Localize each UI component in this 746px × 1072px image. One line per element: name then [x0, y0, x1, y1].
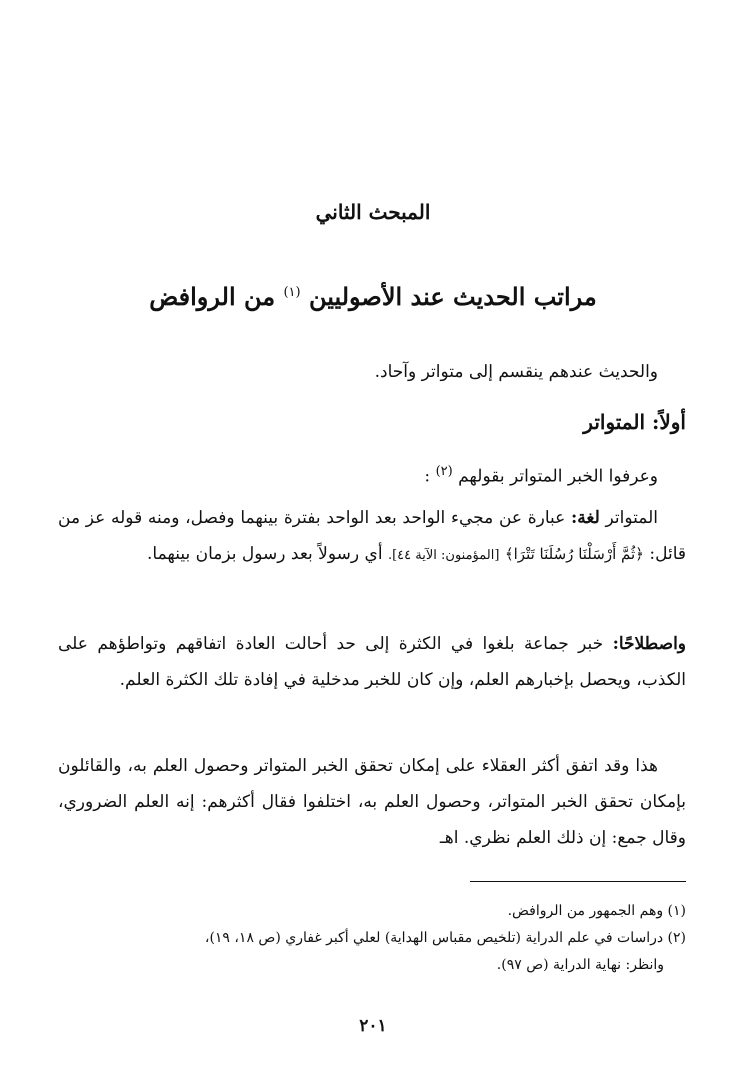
agreement-text: هذا وقد اتفق أكثر العقلاء على إمكان تحقق الخبر المتواتر وحصول العلم به، والقائلون بإمكان تحقق الخبر المتواتر، وحصول العلم به، اختلفوا فقال أكثرهم: إنه العلم الضروري، وقال جمع: إن ذلك العلم نظري. اهـ — [58, 756, 686, 848]
page-number: ٢٠١ — [359, 1016, 387, 1036]
intro-text: والحديث عندهم ينقسم إلى متواتر وآحاد. — [374, 362, 658, 382]
quran-verse: ﴿ثُمَّ أَرْسَلْنَا رُسُلَنَا تَتْرَا﴾ — [504, 545, 644, 563]
main-title — [0, 282, 746, 311]
footnote-ref-1[interactable]: (١) — [283, 285, 301, 300]
definition-intro-colon: : — [424, 466, 431, 487]
technical-definition-paragraph — [58, 626, 686, 698]
subheading-mutawatir: أولاً: المتواتر — [583, 410, 686, 434]
footnote-divider — [470, 881, 686, 882]
footnote-2-continued: وانظر: نهاية الدراية (ص ٩٧). — [496, 957, 664, 973]
lugha-text-2: أي رسولاً بعد رسول بزمان بينهما. — [147, 544, 383, 564]
footnote-2: (٢) دراسات في علم الدراية (تلخيص مقباس الهداية) لعلي أكبر غفاري (ص ١٨، ١٩)، — [204, 930, 686, 946]
lugha-term: المتواتر — [605, 508, 659, 528]
linguistic-definition-paragraph — [58, 500, 686, 574]
istilah-label: واصطلاحًا: — [612, 634, 686, 654]
intro-paragraph — [58, 354, 686, 390]
lugha-text-1: عبارة عن مجيء الواحد بعد الواحد بفترة بينهما وفصل، ومنه قوله عز من قائل: — [58, 508, 686, 564]
istilah-text: خبر جماعة بلغوا في الكثرة إلى حد أحالت العادة اتفاقهم وتواطؤهم على الكذب، ويحصل بإخبارهم العلم، وإن كان للخبر مدخلية في إفادة تلك الكثرة العلم. — [58, 634, 686, 690]
footnotes — [58, 898, 686, 979]
main-title-text-after: من الروافض — [149, 282, 276, 311]
footnote-1: (١) وهم الجمهور من الروافض. — [507, 903, 686, 919]
quran-citation: [المؤمنون: الآية ٤٤]. — [387, 548, 500, 563]
footnote-ref-2[interactable]: (٢) — [435, 464, 453, 479]
main-title-text-before: مراتب الحديث عند الأصوليين — [308, 282, 597, 311]
definition-intro-text: وعرفوا الخبر المتواتر بقولهم — [458, 466, 658, 487]
section-title: المبحث الثاني — [315, 200, 431, 224]
agreement-paragraph — [58, 748, 686, 856]
definition-intro-paragraph — [58, 454, 686, 495]
lugha-label: لغة: — [571, 508, 600, 528]
